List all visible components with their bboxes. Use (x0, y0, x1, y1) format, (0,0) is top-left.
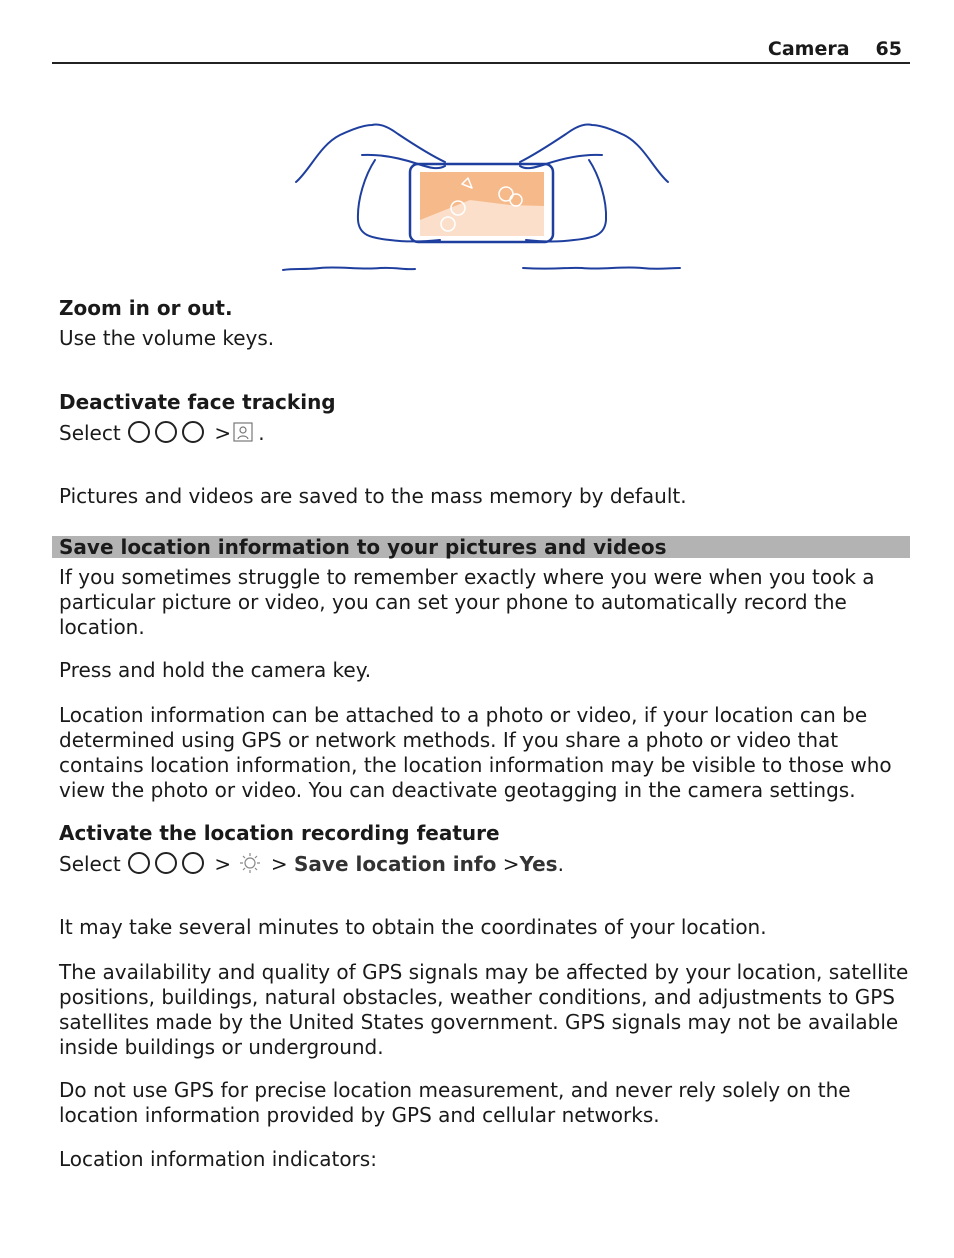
section-intro: If you sometimes struggle to remember exactly where you were when you took a particular picture or video, you can set your phone to automatically record the location. (59, 565, 875, 639)
precision-paragraph: Do not use GPS for precise location measurement, and never rely solely on the location information provided by GPS and cellular networks. (59, 1078, 851, 1127)
separator: > (214, 421, 232, 445)
separator: > (502, 852, 520, 876)
circle-icon (127, 420, 151, 444)
circle-icon (127, 851, 151, 875)
activate-title: Activate the location recording feature (59, 821, 500, 845)
activate-instruction (59, 851, 909, 877)
circle-icon (181, 420, 205, 444)
separator: > (270, 852, 288, 876)
option-save-location-info: Save location info (294, 852, 497, 876)
section-heading-bar (52, 536, 910, 558)
location-info-paragraph: Location information can be attached to a photo or video, if your location can be determined using GPS or network methods. If you share a photo or video that contains location information, the location information may be visible to those who view the photo or video. You can deactivate geotagging in the camera settings. (59, 703, 892, 802)
saved-note: Pictures and videos are saved to the mass memory by default. (59, 484, 687, 508)
press-camera-key: Press and hold the camera key. (59, 658, 372, 682)
separator: > (214, 852, 232, 876)
circle-icon (154, 420, 178, 444)
circle-icon (181, 851, 205, 875)
circle-icon (154, 851, 178, 875)
select-label: Select (59, 852, 121, 876)
section-heading: Save location information to your pictures and videos (59, 535, 667, 559)
indicators-paragraph: Location information indicators: (59, 1147, 377, 1171)
page-header (52, 36, 910, 64)
zoom-title: Zoom in or out. (59, 296, 233, 320)
end-mark: . (258, 421, 265, 445)
select-label: Select (59, 421, 121, 445)
gps-quality-paragraph: The availability and quality of GPS signals may be affected by your location, satellite positions, buildings, natural obstacles, weather conditions, and adjustments to GPS satellites made by the United States government. GPS signals may not be available inside buildings or underground. (59, 960, 909, 1059)
face-tracking-icon (231, 420, 255, 444)
end-mark: . (557, 852, 564, 876)
page-number: 65 (875, 38, 902, 60)
zoom-text: Use the volume keys. (59, 326, 275, 350)
coords-paragraph: It may take several minutes to obtain the coordinates of your location. (59, 915, 767, 939)
section-name: Camera (767, 38, 850, 60)
face-tracking-title: Deactivate face tracking (59, 390, 336, 414)
face-tracking-instruction (59, 420, 909, 446)
hands-holding-phone-illustration (280, 120, 684, 278)
settings-icon (238, 851, 262, 875)
option-yes: Yes (519, 852, 558, 876)
header-right (768, 38, 902, 60)
